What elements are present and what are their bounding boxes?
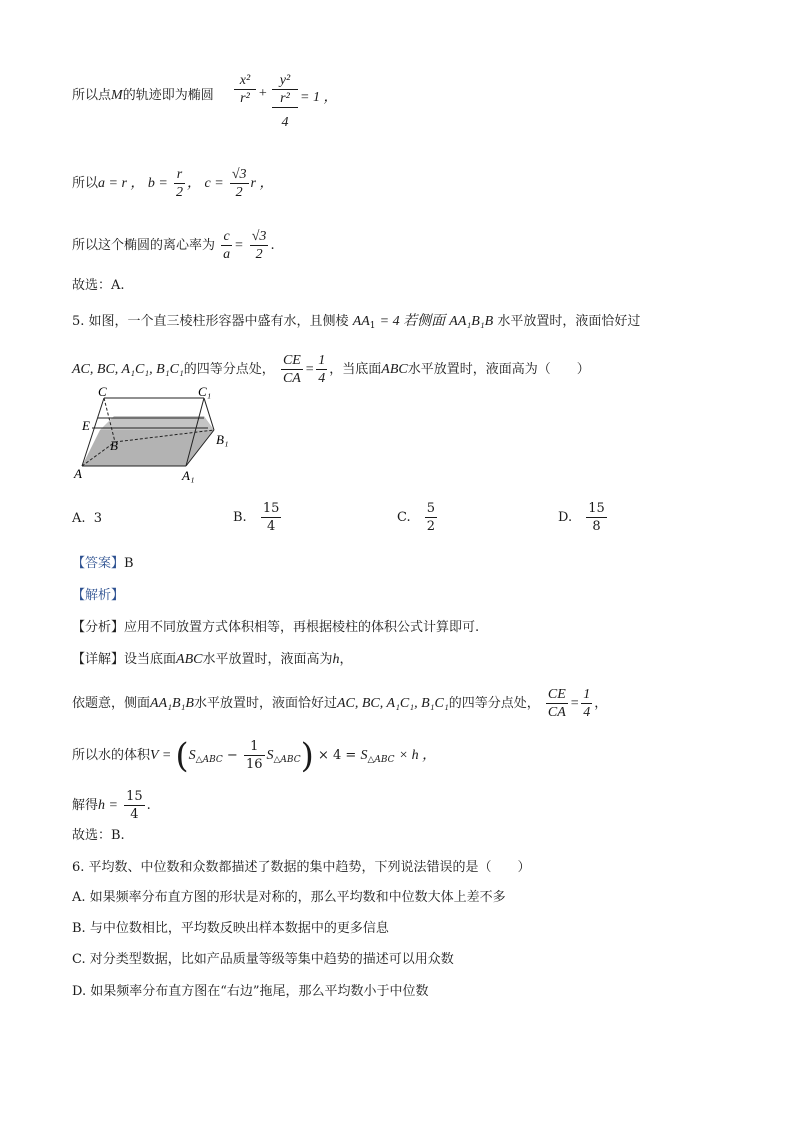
fraction: [316, 352, 327, 387]
fraction: [281, 352, 303, 387]
option-label: A.: [72, 511, 86, 526]
option-d[interactable]: [558, 500, 609, 535]
fraction: [221, 228, 232, 263]
math-M: M: [111, 88, 123, 103]
math: ， c =: [187, 176, 224, 191]
label-A1: A₁: [182, 468, 195, 483]
answer-tag: 【答案】: [72, 556, 125, 571]
label-C1: C₁: [198, 386, 212, 399]
subscript: △ABC: [367, 755, 395, 765]
math: =: [234, 238, 244, 253]
option-b[interactable]: [233, 500, 283, 535]
answer-choice-line: 故选：A.: [72, 278, 125, 293]
math: AA: [352, 314, 370, 329]
fraction: [230, 166, 249, 201]
text: 的轨迹即为椭圆: [122, 88, 214, 103]
fraction: [261, 500, 282, 535]
fraction: [250, 228, 269, 263]
text: 应用不同放置方式体积相等，再根据棱柱的体积公式计算即可.: [124, 620, 480, 635]
label-E: E: [82, 418, 90, 433]
frac-num: r: [174, 166, 185, 184]
frac-den: a: [223, 247, 231, 262]
frac-den: 2: [176, 185, 183, 200]
math: S: [360, 748, 368, 763]
frac-num: 1: [583, 687, 591, 702]
frac-den: r²: [240, 91, 250, 106]
answer-choice-b-line: 故选：B.: [72, 828, 125, 843]
label-B1: B₁: [216, 432, 229, 447]
text: 的四等分点处，: [183, 362, 275, 377]
frac-den: 16: [245, 757, 263, 772]
frac-den: 4: [130, 807, 139, 822]
text: 的四等分点处，: [448, 696, 540, 711]
xiangjie-line: [72, 650, 353, 670]
solve-line: [72, 788, 151, 823]
frac-den: CA: [547, 705, 566, 720]
xiangjie-tag: 【详解】: [72, 652, 125, 667]
text: 设当底面: [124, 652, 177, 667]
frac-den-den: 4: [281, 115, 289, 130]
frac-num: CE: [282, 353, 301, 368]
frac-den: 2: [235, 185, 243, 200]
fenxi-line: [72, 618, 479, 638]
option-a[interactable]: [72, 509, 102, 529]
text: 所以水的体积: [72, 748, 151, 763]
math: AA₁B₁B: [449, 314, 494, 329]
text: 所以这个椭圆的离心率为: [72, 238, 216, 253]
eq-one: = 1 ，: [300, 90, 338, 105]
frac-den: CA: [282, 371, 301, 386]
frac-num: 1: [244, 738, 265, 756]
frac-den: 2: [255, 247, 263, 262]
question-6-option-a[interactable]: A. 如果频率分布直方图的形状是对称的，那么平均数和中位数大体上差不多: [72, 890, 506, 905]
math: −: [226, 748, 238, 763]
frac-den: 4: [266, 519, 276, 534]
math: r ，: [250, 176, 274, 191]
math: = 4 若侧面: [379, 314, 446, 329]
text: 水平放置时，液面恰好过: [497, 314, 641, 329]
subscript: 1: [369, 321, 376, 331]
text: 水平放置时，液面高为: [202, 652, 333, 667]
yitiyi-line: [72, 686, 607, 721]
right-paren: ): [300, 735, 314, 776]
question-5-line-1: [72, 312, 640, 336]
math: V =: [150, 748, 172, 763]
text: 水平放置时，液面恰好过: [193, 696, 337, 711]
frac-den: 8: [592, 519, 601, 534]
math: h: [332, 652, 340, 667]
option-value: 3: [93, 511, 103, 526]
frac-num: 15: [262, 501, 280, 516]
fraction: [124, 788, 145, 823]
ellipse-line: [72, 86, 214, 106]
frac-num: CE: [547, 687, 566, 702]
option-label: B.: [233, 510, 247, 525]
analysis-tag: 【解析】: [72, 588, 125, 603]
analysis-heading: [72, 586, 124, 606]
option-label: C.: [397, 510, 411, 525]
fraction: [174, 166, 185, 201]
volume-line: [72, 735, 437, 776]
fraction: [244, 738, 265, 773]
math: AA₁B₁B: [150, 696, 194, 711]
abc-line: [72, 166, 273, 201]
label-C: C: [98, 386, 107, 399]
subscript: △ABC: [273, 755, 301, 765]
frac-num: √3: [251, 229, 267, 244]
text: 所以点: [72, 88, 112, 103]
fraction: [546, 686, 568, 721]
math: AC, BC, A₁C₁, B₁C₁: [72, 362, 184, 377]
option-label: D.: [558, 510, 573, 525]
frac-num: x²: [234, 72, 256, 90]
eccentricity-line: [72, 228, 275, 263]
frac-num: 15: [588, 501, 605, 516]
frac-den: 2: [426, 519, 436, 534]
math: S: [266, 748, 274, 763]
question-6: 6. 平均数、中位数和众数都描述了数据的集中趋势，下列说法错误的是（ ）: [72, 860, 531, 875]
math: ABC: [381, 362, 408, 377]
question-6-option-b[interactable]: B. 与中位数相比，平均数反映出样本数据中的更多信息: [72, 921, 389, 936]
fraction: [581, 686, 592, 721]
text: ，: [594, 696, 608, 711]
math: a = r ， b =: [98, 176, 168, 191]
text: ，当底面: [329, 362, 382, 377]
question-6-option-c[interactable]: C. 对分类型数据，比如产品质量等级等集中趋势的描述可以用众数: [72, 952, 454, 967]
math: =: [304, 362, 315, 377]
fenxi-tag: 【分析】: [72, 620, 125, 635]
text: ，: [339, 652, 353, 667]
frac-num: √3: [231, 167, 247, 182]
text: 所以: [72, 176, 99, 191]
frac-num: 15: [126, 789, 143, 804]
frac-num: c: [221, 228, 232, 246]
frac-num: y²: [272, 72, 298, 90]
math: h =: [98, 798, 118, 813]
math: ABC: [176, 652, 203, 667]
math: S: [188, 748, 196, 763]
math: AC, BC, A₁C₁, B₁C₁: [336, 696, 449, 711]
label-A: A: [74, 466, 82, 481]
subscript: △ABC: [195, 755, 223, 765]
plus-sign: +: [258, 86, 268, 101]
option-c[interactable]: [397, 500, 439, 535]
math: × 4 =: [318, 748, 357, 763]
text: 依题意，侧面: [72, 696, 151, 711]
answer-value: B: [124, 556, 134, 571]
question-5-line-2: [72, 352, 590, 387]
text: .: [146, 798, 151, 813]
text: .: [270, 238, 275, 253]
fraction: [425, 500, 437, 535]
frac-num: 5: [426, 501, 436, 516]
left-paren: (: [175, 735, 189, 776]
question-6-option-d[interactable]: D. 如果频率分布直方图在“右边”拖尾，那么平均数小于中位数: [72, 984, 429, 999]
frac-num: 1: [318, 353, 326, 368]
frac-den: 4: [318, 371, 326, 386]
math: =: [569, 696, 580, 711]
math: × h ，: [398, 748, 437, 763]
text: 水平放置时，液面高为（ ）: [407, 362, 590, 377]
label-B: B: [110, 438, 118, 453]
answer-line: [72, 554, 134, 574]
frac-den: r²: [272, 90, 298, 108]
text: 解得: [72, 798, 99, 813]
prism-figure: [72, 386, 232, 486]
frac-den: 4: [583, 705, 591, 720]
fraction: [586, 500, 607, 535]
text: 5. 如图，一个直三棱柱形容器中盛有水，且侧棱: [72, 314, 349, 329]
